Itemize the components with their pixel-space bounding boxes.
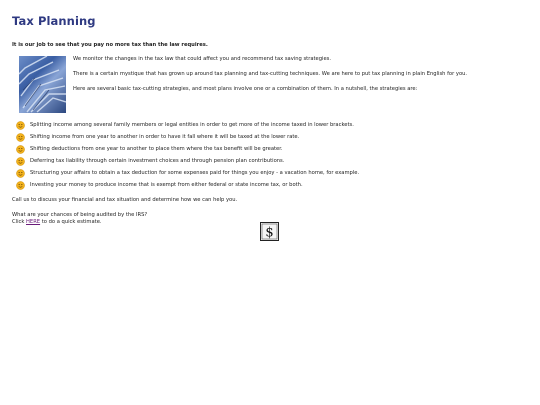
strategy-list	[16, 119, 528, 191]
strategy-text: Deferring tax liability through certain investment choices and through pension plan contributions.	[30, 158, 285, 164]
contact-text: Call us to discuss your financial and tax situation and determine how we can help you.	[12, 197, 238, 203]
list-item	[16, 155, 528, 167]
strategy-text: Investing your money to produce income that is exempt from either federal or state income tax, or both.	[30, 182, 303, 188]
here-link[interactable]: HERE	[26, 218, 41, 225]
smiley-icon	[16, 121, 25, 130]
intro-text	[73, 56, 467, 102]
audit-click-prefix: Click	[12, 218, 27, 225]
intro-paragraph: We monitor the changes in the tax law that could affect you and recommend tax saving strategies.	[73, 56, 332, 62]
smiley-icon	[16, 181, 25, 190]
strategy-text: Splitting income among several family members or legal entities in order to get more of the income taxed in lower brackets.	[30, 122, 354, 128]
strategy-text: Structuring your affairs to obtain a tax deduction for some expenses paid for things you enjoy - a vacation home, for example.	[30, 170, 360, 176]
dollar-icon[interactable]	[260, 222, 279, 241]
strategy-text: Shifting deductions from one year to another to place them where the tax benefit will be greater.	[30, 146, 283, 152]
smiley-icon	[16, 133, 25, 142]
intro-paragraph: Here are several basic tax-cutting strategies, and most plans involve one or a combination of them. In a nutshell, the strategies are:	[73, 86, 418, 93]
intro-paragraph: There is a certain mystique that has grown up around tax planning and tax-cutting techniques. We are here to put tax planning in plain English for you.	[73, 71, 468, 78]
list-item	[16, 167, 528, 179]
smiley-icon	[16, 145, 25, 154]
lead-text: It is our job to see that you pay no more tax than the law requires.	[12, 42, 208, 48]
list-item	[16, 179, 528, 191]
svg-text:$: $	[265, 225, 274, 241]
strategy-text: Shifting income from one year to another in order to have it fall where it will be taxed at the lower rate.	[30, 134, 300, 140]
page-title: Tax Planning	[12, 14, 96, 28]
smiley-icon	[16, 169, 25, 178]
maze-image	[19, 56, 66, 113]
audit-question: What are your chances of being audited by the IRS?	[12, 212, 148, 218]
audit-click-suffix: to do a quick estimate.	[40, 218, 102, 225]
list-item	[16, 131, 528, 143]
list-item	[16, 143, 528, 155]
list-item	[16, 119, 528, 131]
intro-section	[19, 56, 528, 113]
smiley-icon	[16, 157, 25, 166]
